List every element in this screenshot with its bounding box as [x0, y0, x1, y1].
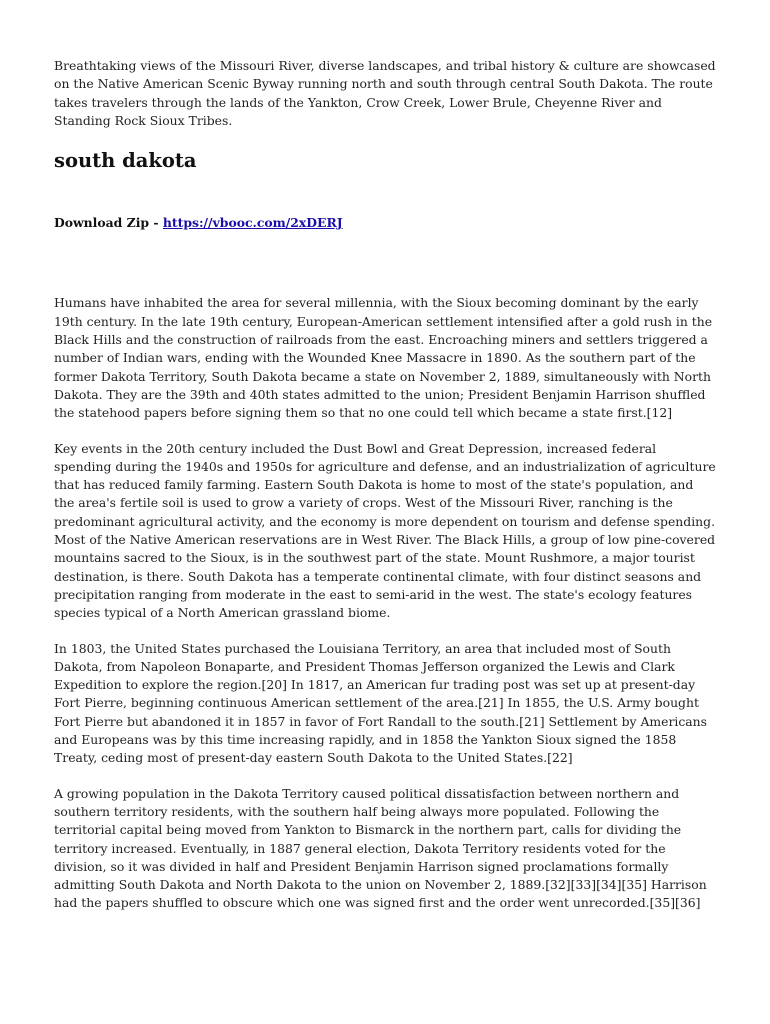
intro-paragraph: Breathtaking views of the Missouri River, diverse landscapes, and tribal history & culture are showcased on the Native American Scenic Byway running north and south through central South Dakota. The route takes travelers through the lands of the Yankton, Crow Creek, Lower Brule, Cheyenne River and Standing Rock Sioux Tribes.	[54, 58, 716, 128]
body-paragraph-1: Humans have inhabited the area for several millennia, with the Sioux becoming dominant by the early 19th century. In the late 19th century, European-American settlement intensified after a gold rush in the Black Hills and the construction of railroads from the east. Encroaching miners and settlers triggered a number of Indian wars, ending with the Wounded Knee Massacre in 1890. As the southern part of the former Dakota Territory, South Dakota became a state on November 2, 1889, simultaneously with North Dakota. They are the 39th and 40th states admitted to the union; President Benjamin Harrison shuffled the statehood papers before signing them so that no one could tell which became a state first.[12]	[54, 295, 713, 421]
page-heading: south dakota	[54, 149, 197, 173]
body-paragraph-2: Key events in the 20th century included the Dust Bowl and Great Depression, increased federal spending during the 1940s and 1950s for agriculture and defense, and an industrialization of agriculture that has reduced family farming. Eastern South Dakota is home to most of the state's population, and the area's fertile soil is used to grow a variety of crops. West of the Missouri River, ranching is the predominant agricultural activity, and the economy is more dependent on tourism and defense spending. Most of the Native American reservations are in West River. The Black Hills, a group of low pine-covered mountains sacred to the Sioux, is in the southwest part of the state. Mount Rushmore, a major tourist destination, is there. South Dakota has a temperate continental climate, with four distinct seasons and precipitation ranging from moderate in the east to semi-arid in the west. The state's ecology features species typical of a North American grassland biome.	[54, 440, 716, 621]
download-label: Download Zip -	[54, 215, 163, 231]
body-paragraph-4: A growing population in the Dakota Territory caused political dissatisfaction between northern and southern territory residents, with the southern half being always more populated. Following the territorial capital being moved from Yankton to Bismarck in the northern part, calls for dividing the territory increased. Eventually, in 1887 general election, Dakota Territory residents voted for the division, so it was divided in half and President Benjamin Harrison signed proclamations formally admitting South Dakota and North Dakota to the union on November 2, 1889.[32][33][34][35] Harrison had the papers shuffled to obscure which one was signed first and the order went unrecorded.[35][36]	[54, 785, 707, 911]
article-body	[54, 294, 716, 912]
document-page	[54, 57, 716, 930]
download-link[interactable]: https://vbooc.com/2xDERJ	[162, 215, 343, 231]
body-paragraph-3: In 1803, the United States purchased the Louisiana Territory, an area that included most of South Dakota, from Napoleon Bonaparte, and President Thomas Jefferson organized the Lewis and Clark Expedition to explore the region.[20] In 1817, an American fur trading post was set up at present-day Fort Pierre, beginning continuous American settlement of the area.[21] In 1855, the U.S. Army bought Fort Pierre but abandoned it in 1857 in favor of Fort Randall to the south.[21] Settlement by Americans and Europeans was by this time increasing rapidly, and in 1858 the Yankton Sioux signed the 1858 Treaty, ceding most of present-day eastern South Dakota to the United States.[22]	[54, 640, 708, 766]
download-line	[54, 214, 716, 232]
